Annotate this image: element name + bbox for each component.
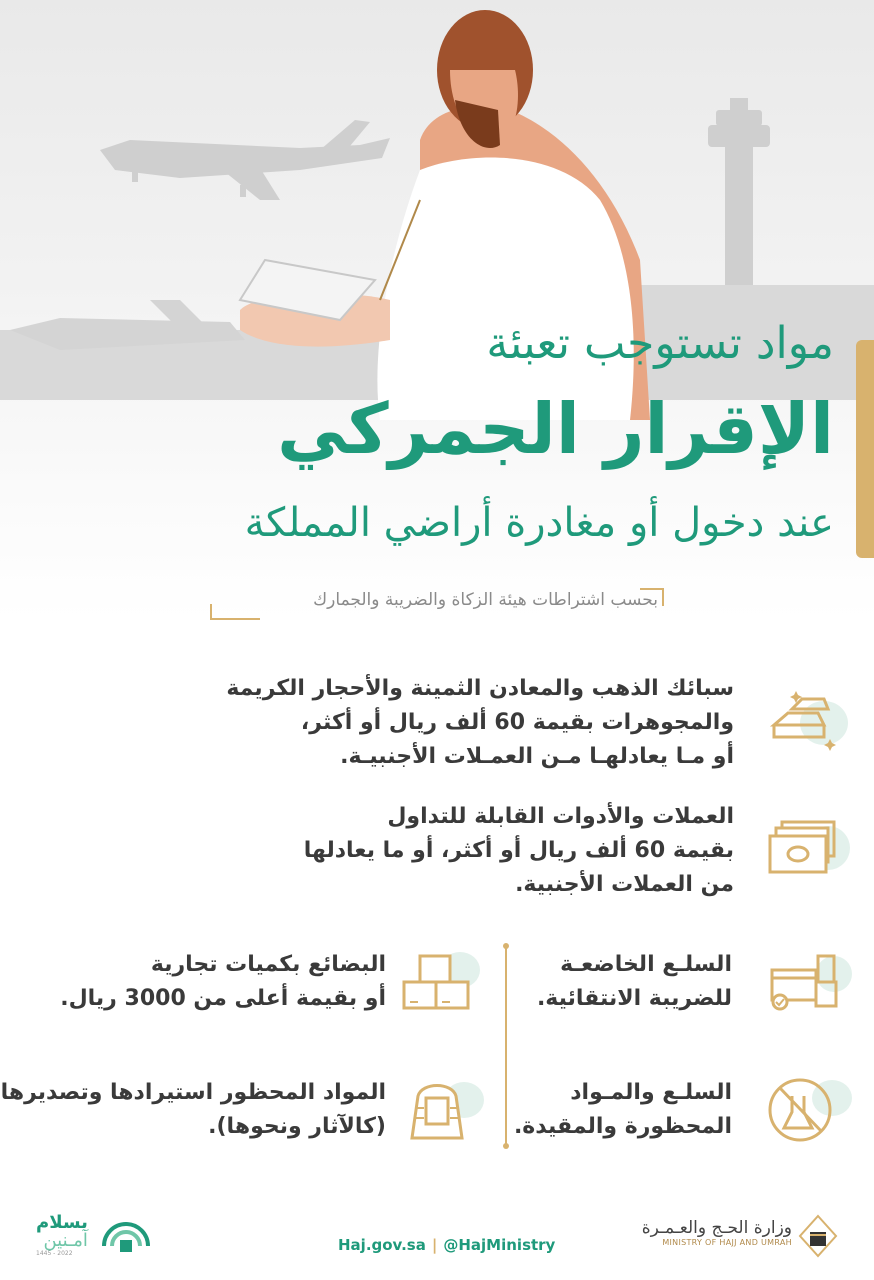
separator: | <box>431 1236 438 1254</box>
website-link[interactable]: Haj.gov.sa <box>338 1236 426 1254</box>
footer-links <box>338 1236 555 1254</box>
list-item: العملات والأدوات القابلة للتداول بقيمة 60 ألف ريال أو أكثر، أو ما يعادلها من العملات الأجنبية. <box>303 804 734 897</box>
gold-bars-icon <box>762 685 852 759</box>
title-line1: مواد تستوجب تعبئة <box>486 318 834 369</box>
list-item: السلـع الخاضعـة للضريبة الانتقائية. <box>536 952 732 1011</box>
campaign-logo: بسلام آمـنين 1445 - 2022 <box>36 1214 88 1257</box>
boxes-icon <box>398 946 484 1020</box>
airplane-icon <box>100 120 390 200</box>
ministry-logo: وزارة الحـج والعـمـرة MINISTRY OF HAJJ AND UMRAH <box>642 1218 836 1247</box>
list-item: السلـع والمـواد المحظورة والمقيدة. <box>513 1080 732 1139</box>
accent-bar <box>856 340 874 558</box>
ministry-emblem-icon <box>798 1214 838 1258</box>
prohibited-icon <box>764 1072 854 1152</box>
title-line3: عند دخول أو مغادرة أراضي المملكة <box>244 500 834 546</box>
banknotes-icon <box>762 808 852 887</box>
list-item: المواد المحظور استيرادها وتصديرها (كالآثار ونحوها). <box>0 1080 386 1139</box>
list-item: سبائك الذهب والمعادن الثمينة والأحجار الكريمة والمجوهرات بقيمة 60 ألف ريال أو أكثر، أو مـا يعادلهـا مـن العمـلات الأجنبيـة. <box>226 676 734 769</box>
list-item: البضائع بكميات تجارية أو بقيمة أعلى من 3000 ريال. <box>60 952 386 1011</box>
excise-goods-icon <box>764 948 856 1022</box>
campaign-mark-icon <box>98 1216 158 1262</box>
social-handle-link[interactable]: @HajMinistry <box>443 1236 556 1254</box>
title-line2: الإقرار الجمركي <box>277 388 834 470</box>
pharaoh-icon <box>402 1074 486 1150</box>
source-note: بحسب اشتراطات هيئة الزكاة والضريبة والجمارك <box>313 590 658 610</box>
column-divider <box>505 946 507 1146</box>
bracket-decoration <box>210 604 260 620</box>
